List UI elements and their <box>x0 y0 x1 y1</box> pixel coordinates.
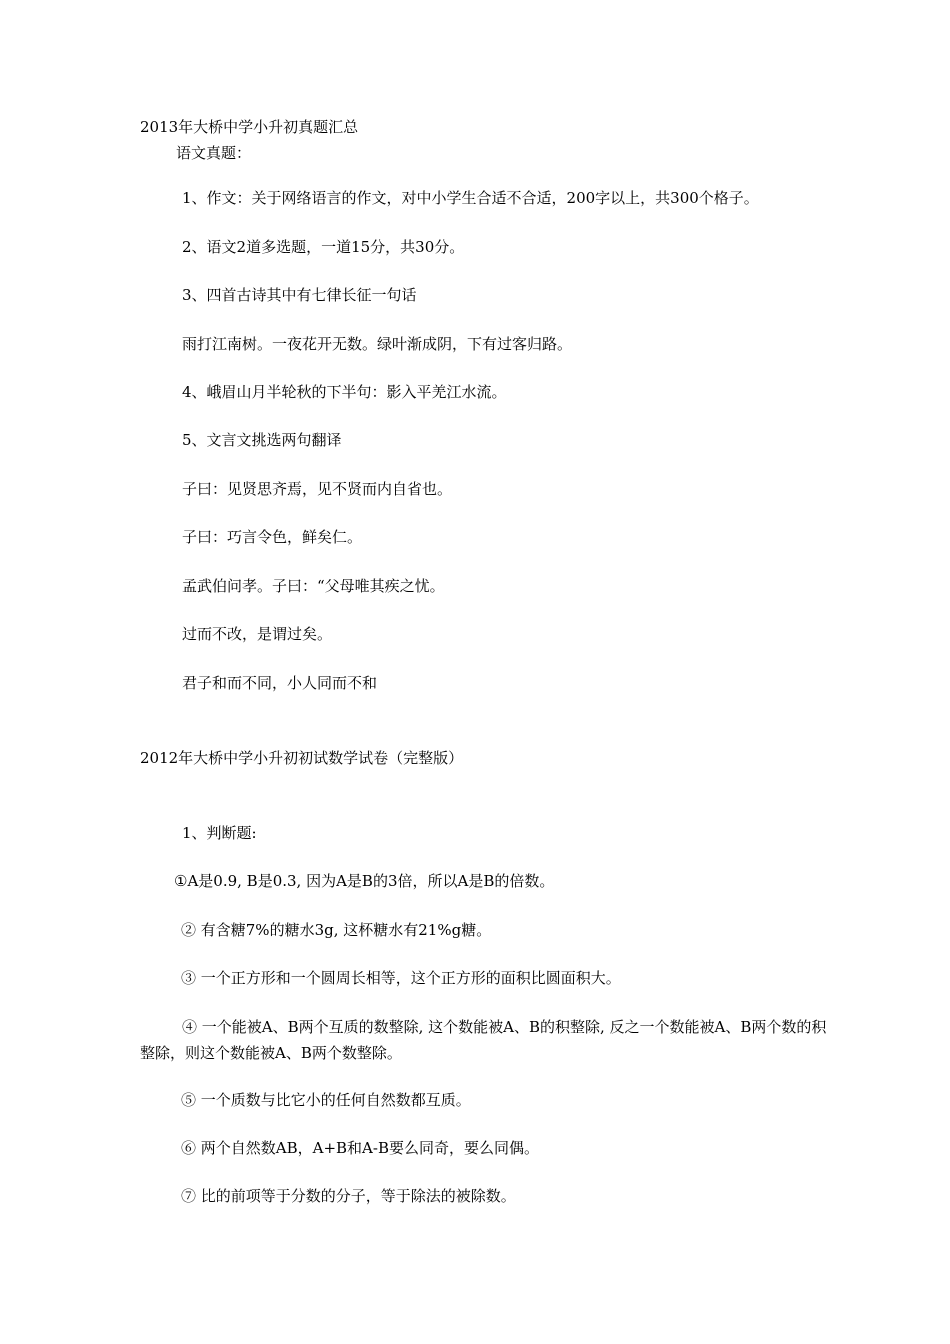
chinese-line-6: 5、文言文挑选两句翻译 <box>182 431 342 449</box>
math-item-6: ⑥ 两个自然数AB，A+B和A-B要么同奇，要么同偶。 <box>181 1139 539 1157</box>
math-item-4: ④ 一个能被A、B两个互质的数整除, 这个数能被A、B的积整除, 反之一个数能被A、B两个数的积整除，则这个数能被A、B两个数整除。 <box>140 1018 827 1062</box>
chinese-line-5: 4、峨眉山月半轮秋的下半句：影入平羌江水流。 <box>182 383 507 401</box>
math-section-title: 2012年大桥中学小升初初试数学试卷（完整版） <box>140 749 464 767</box>
chinese-line-7: 子曰：见贤思齐焉，见不贤而内自省也。 <box>182 480 453 498</box>
math-item-3: ③ 一个正方形和一个圆周长相等，这个正方形的面积比圆面积大。 <box>181 969 621 987</box>
math-item-7: ⑦ 比的前项等于分数的分子，等于除法的被除数。 <box>181 1187 516 1205</box>
chinese-line-11: 君子和而不同，小人同而不和 <box>182 674 378 692</box>
math-item-5: ⑤ 一个质数与比它小的任何自然数都互质。 <box>181 1091 471 1109</box>
chinese-line-3: 3、四首古诗其中有七律长征一句话 <box>182 286 417 304</box>
math-item-2: ② 有含糖7%的糖水3g, 这杯糖水有21%g糖。 <box>181 921 492 939</box>
chinese-section-title: 2013年大桥中学小升初真题汇总 <box>140 118 359 136</box>
math-item-1: ①A是0.9, B是0.3, 因为A是B的3倍，所以A是B的倍数。 <box>174 872 555 890</box>
chinese-line-2: 2、语文2道多选题，一道15分，共30分。 <box>182 238 465 256</box>
math-heading: 1、判断题: <box>182 824 257 842</box>
chinese-line-10: 过而不改，是谓过矣。 <box>182 625 333 643</box>
chinese-line-4: 雨打江南树。一夜花开无数。绿叶渐成阴，下有过客归路。 <box>182 335 573 353</box>
chinese-line-8: 子曰：巧言令色，鲜矣仁。 <box>182 528 363 546</box>
chinese-section-subtitle: 语文真题： <box>176 144 252 162</box>
chinese-line-1: 1、作文：关于网络语言的作文，对中小学生合适不合适，200字以上，共300个格子。 <box>182 189 759 207</box>
chinese-line-9: 孟武伯问孝。子曰：“父母唯其疾之忧。 <box>182 577 445 595</box>
